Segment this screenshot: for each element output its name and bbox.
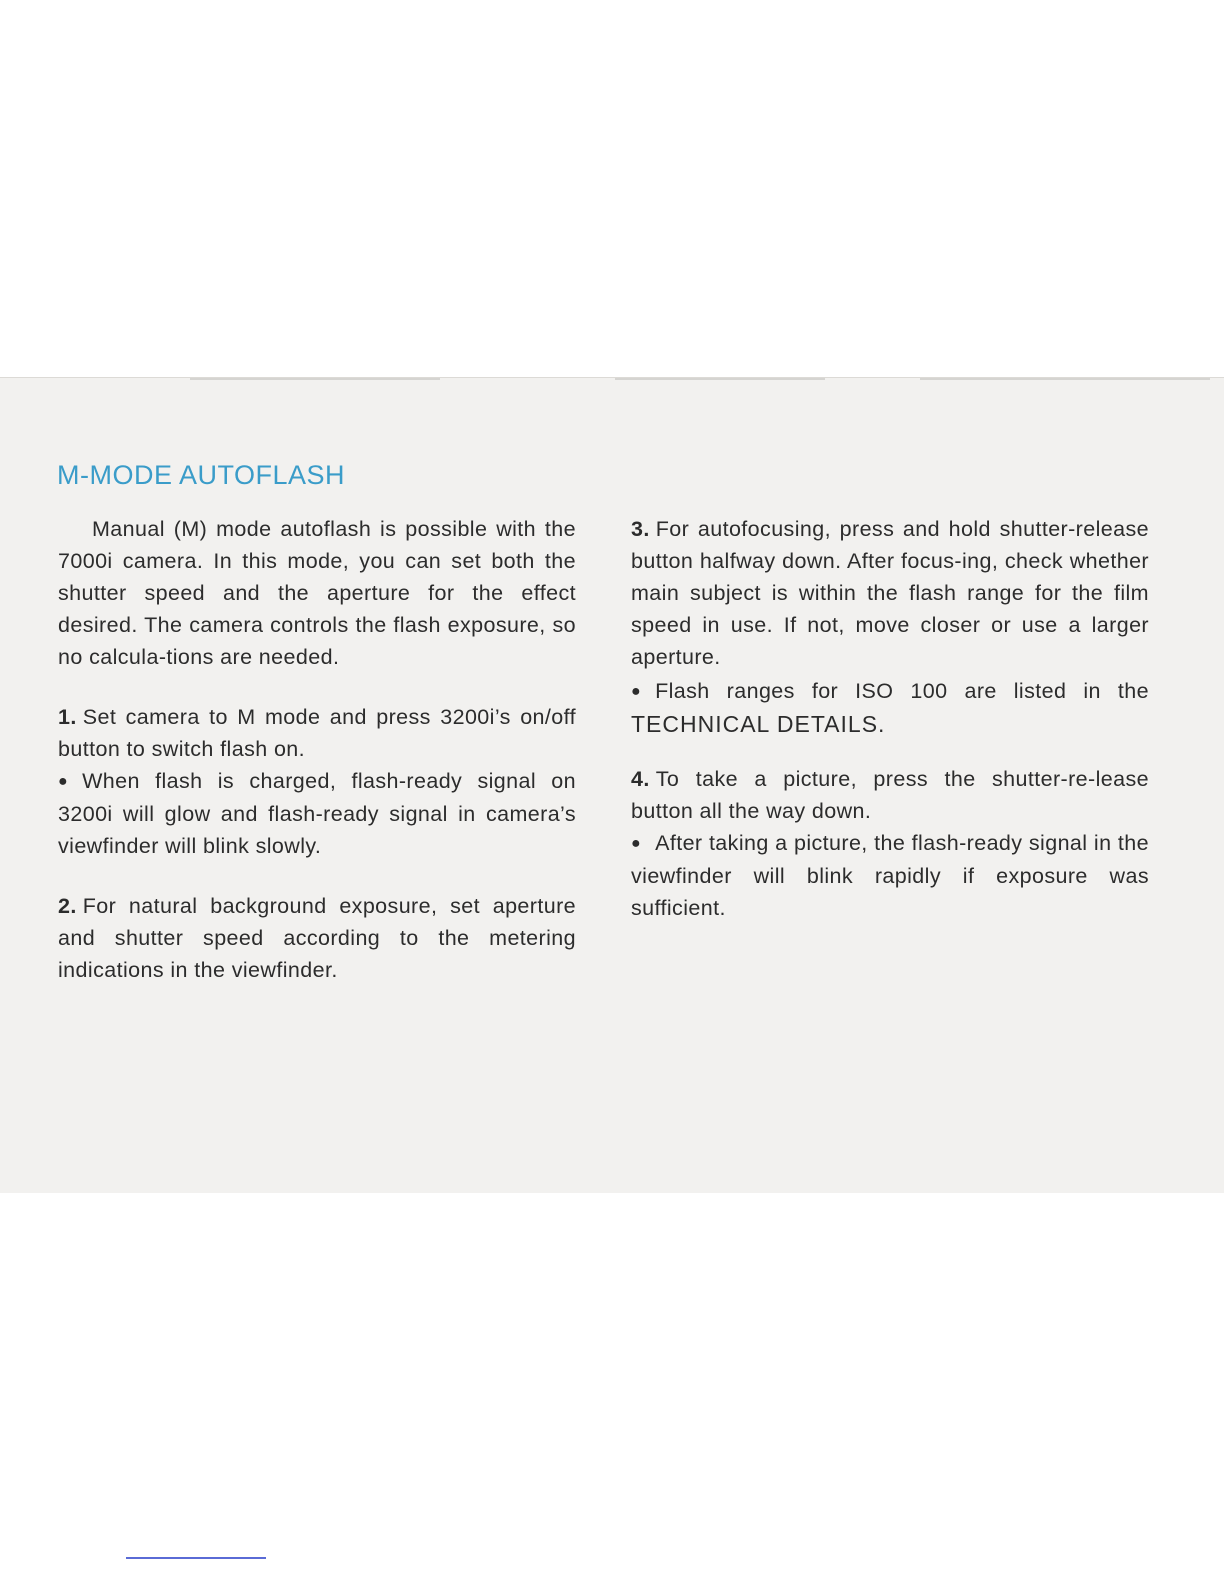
page-edge-line — [190, 378, 440, 380]
bullet-text: When flash is charged, flash-ready signal on 3200i will glow and flash-ready signal in camera’s viewfinder will blink slowly. — [58, 769, 576, 858]
intro-paragraph: Manual (M) mode autoflash is possible with the 7000i camera. In this mode, you can set both the shutter speed and the aperture for the effect desired. The camera controls the flash exposure, so no calcula-tions are needed. — [58, 517, 576, 669]
page-edge-line — [615, 378, 825, 380]
step-text: To take a picture, press the shutter-re-lease button all the way down. — [631, 767, 1149, 823]
step-number: 2. — [58, 894, 77, 918]
footer-rule — [126, 1557, 266, 1559]
bullet-text: After taking a picture, the flash-ready signal in the viewfinder will blink rapidly if exposure was sufficient. — [631, 831, 1149, 920]
page-title: M-MODE AUTOFLASH — [57, 460, 346, 490]
bullet-text: Flash ranges for ISO 100 are listed in the — [655, 679, 1149, 703]
step-4 — [631, 763, 1149, 827]
step-2 — [58, 890, 576, 986]
page-edge-line — [920, 378, 1210, 380]
technical-details-reference: TECHNICAL DETAILS. — [631, 711, 886, 737]
step-number: 4. — [631, 767, 650, 791]
bullet-icon: ● — [631, 835, 642, 852]
step-text: For natural background exposure, set aperture and shutter speed according to the metering indications in the viewfinder. — [58, 894, 576, 982]
step-3-note — [631, 675, 1149, 741]
step-number: 1. — [58, 705, 77, 729]
left-column — [58, 513, 576, 986]
step-text: Set camera to M mode and press 3200i’s on/off button to switch flash on. — [58, 705, 576, 761]
step-1-note — [58, 765, 576, 862]
step-text: For autofocusing, press and hold shutter-release button halfway down. After focus-ing, check whether main subject is within the flash range for the film speed in use. If not, move closer or use a larger aperture. — [631, 517, 1149, 669]
bullet-icon: ● — [631, 683, 642, 700]
step-3 — [631, 513, 1149, 673]
bullet-icon: ● — [58, 773, 69, 790]
step-4-note — [631, 827, 1149, 924]
step-number: 3. — [631, 517, 650, 541]
step-1 — [58, 701, 576, 765]
right-column — [631, 513, 1149, 924]
